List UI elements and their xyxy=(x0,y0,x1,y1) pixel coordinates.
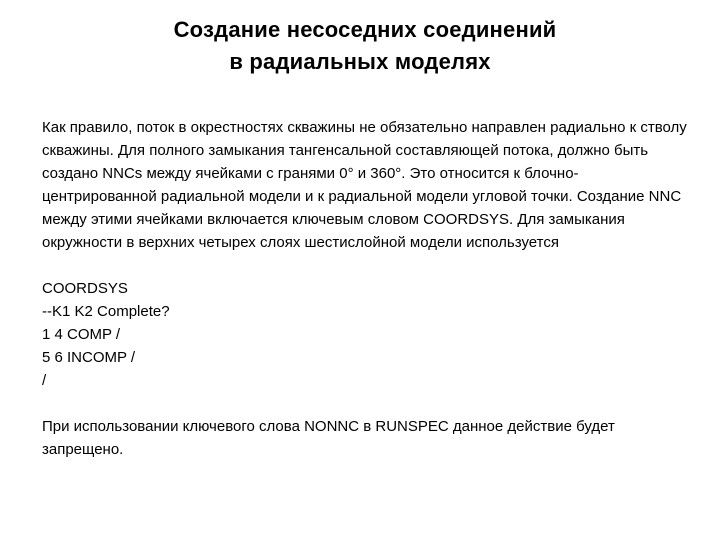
slide-title xyxy=(0,14,720,78)
code-line: COORDSYS xyxy=(42,280,128,297)
intro-paragraph: Как правило, поток в окрестностях скважины не обязательно направлен радиально к стволу скважины. Для полного замыкания тангенсальной составляющей потока, должно быть создано NNCs между ячейками с гранями 0° и 360°. Это относится к блочно-центрированной радиальной модели и к радиальной модели угловой точки. Создание NNC между этими ячейками включается ключевым словом COORDSYS. Для замыкания окружности в верхних четырех слоях шестислойной модели используется xyxy=(42,119,687,251)
title-line-1: Создание несоседних соединений xyxy=(173,17,557,42)
title-line-2: в радиальных моделях xyxy=(229,49,491,74)
nonnc-paragraph: При использовании ключевого слова NONNC в RUNSPEC данное действие будет запрещено. xyxy=(42,418,615,458)
code-line: 1 4 COMP / xyxy=(42,326,121,343)
code-line: 5 6 INCOMP / xyxy=(42,349,136,366)
code-line: --K1 K2 Complete? xyxy=(42,303,170,320)
slide-body xyxy=(42,116,692,461)
code-line: / xyxy=(42,372,47,389)
keyword-example xyxy=(42,277,692,392)
